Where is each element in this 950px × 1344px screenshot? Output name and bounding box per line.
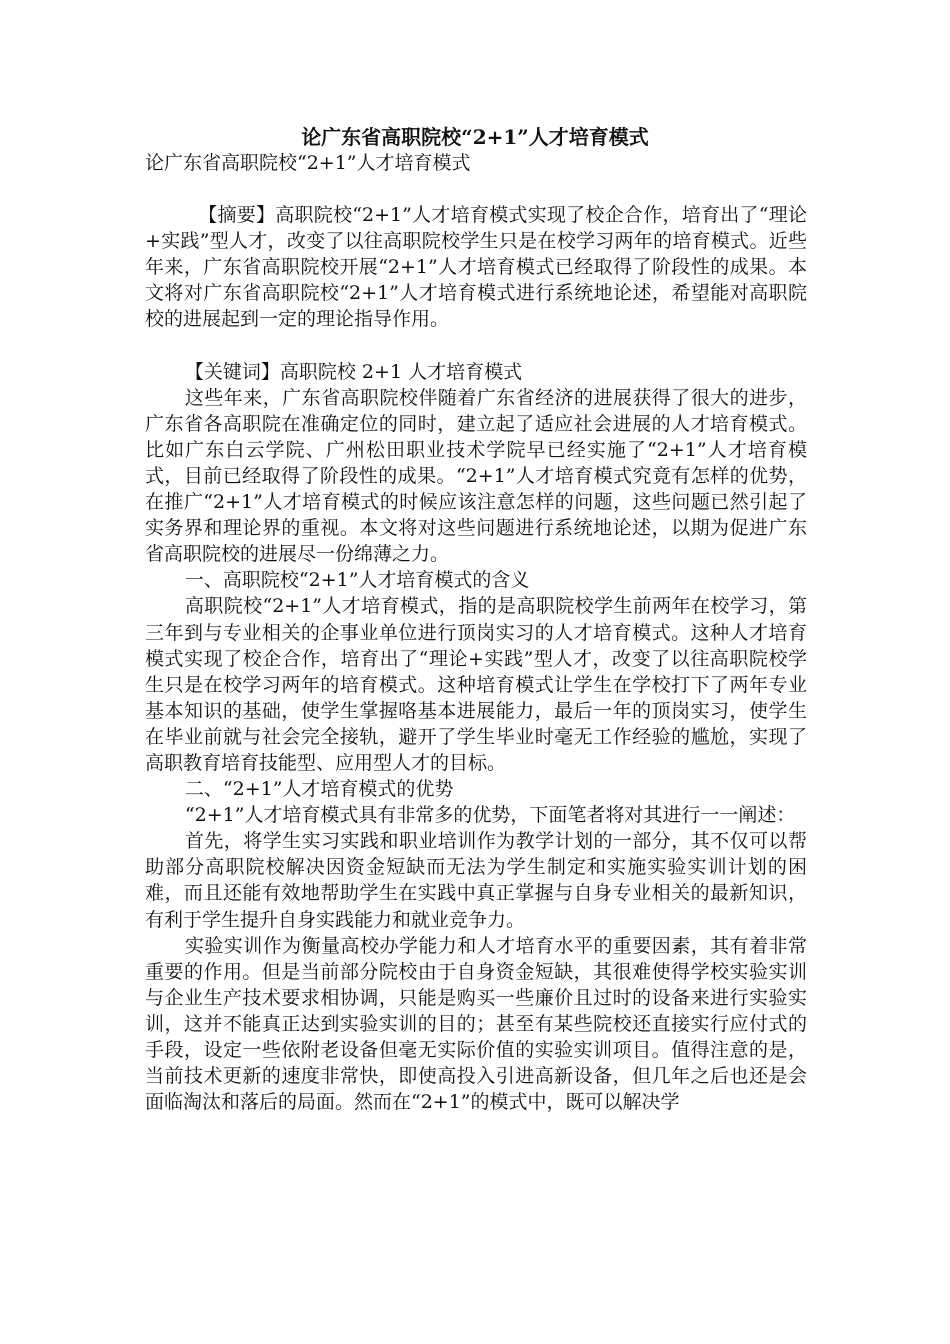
intro-paragraph: 这些年来，广东省高职院校伴随着广东省经济的进展获得了很大的进步，广东省各高职院在准确定位的同时，建立起了适应社会进展的人才培育模式。比如广东白云学院、广州松田职业技术学院早已经实施了“2+1”人才培育模式，目前已经取得了阶段性的成果。“2+1”人才培育模式究竟有怎样的优势，在推广“2+1”人才培育模式的时候应该注意怎样的问题，这些问题已然引起了实务界和理论界的重视。本文将对这些问题进行系统地论述，以期为促进广东省高职院校的进展尽一份绵薄之力。 — [145, 386, 807, 566]
document-subtitle: 论广东省高职院校“2+1”人才培育模式 — [145, 152, 471, 174]
abstract-paragraph: 【摘要】高职院校“2+1”人才培育模式实现了校企合作，培育出了“理论+实践”型人才，改变了以往高职院校学生只是在校学习两年的培育模式。近些年来，广东省高职院校开展“2+1”人才培育模式已经取得了阶段性的成果。本文将对广东省高职院校“2+1”人才培育模式进行系统地论述，希望能对高职院校的进展起到一定的理论指导作用。 — [145, 204, 807, 331]
body-paragraph: 首先，将学生实习实践和职业培训作为教学计划的一部分，其不仅可以帮助部分高职院校解决因资金短缺而无法为学生制定和实施实验实训计划的困难，而且还能有效地帮助学生在实践中真正掌握与自身专业相关的最新知识，有利于学生提升自身实践能力和就业竞争力。 — [145, 830, 807, 931]
section-heading-2: 二、“2+1”人才培育模式的优势 — [184, 778, 454, 801]
keywords-line: 【关键词】高职院校 2+1 人才培育模式 — [184, 360, 523, 383]
body-paragraph: 高职院校“2+1”人才培育模式，指的是高职院校学生前两年在校学习，第三年到与专业相关的企事业单位进行顶岗实习的人才培育模式。这种人才培育模式实现了校企合作，培育出了“理论+实践”型人才，改变了以往高职院校学生只是在校学习两年的培育模式。这种培育模式让学生在学校打下了两年专业基本知识的基础，使学生掌握咯基本进展能力，最后一年的顶岗实习，使学生在毕业前就与社会完全接轨，避开了学生毕业时毫无工作经验的尴尬，实现了高职教育培育技能型、应用型人才的目标。 — [145, 595, 807, 774]
section-heading-1: 一、高职院校“2+1”人才培育模式的含义 — [184, 569, 530, 592]
body-paragraph: “2+1”人才培育模式具有非常多的优势，下面笔者将对其进行一一阐述： — [184, 804, 796, 827]
document-title: 论广东省高职院校“2+1”人才培育模式 — [301, 125, 649, 149]
body-paragraph: 实验实训作为衡量高校办学能力和人才培育水平的重要因素，其有着非常重要的作用。但是当前部分院校由于自身资金短缺，其很难使得学校实验实训与企业生产技术要求相协调，只能是购买一些廉价且过时的设备来进行实验实训，这并不能真正达到实验实训的目的；甚至有某些院校还直接实行应付式的手段，设定一些依附老设备但毫无实际价值的实验实训项目。值得注意的是，当前技术更新的速度非常快，即使高投入引进高新设备，但几年之后也还是会面临淘汰和落后的局面。然而在“2+1”的模式中，既可以解决学 — [145, 934, 807, 1114]
spacer — [145, 332, 807, 358]
document-body — [145, 202, 807, 1115]
